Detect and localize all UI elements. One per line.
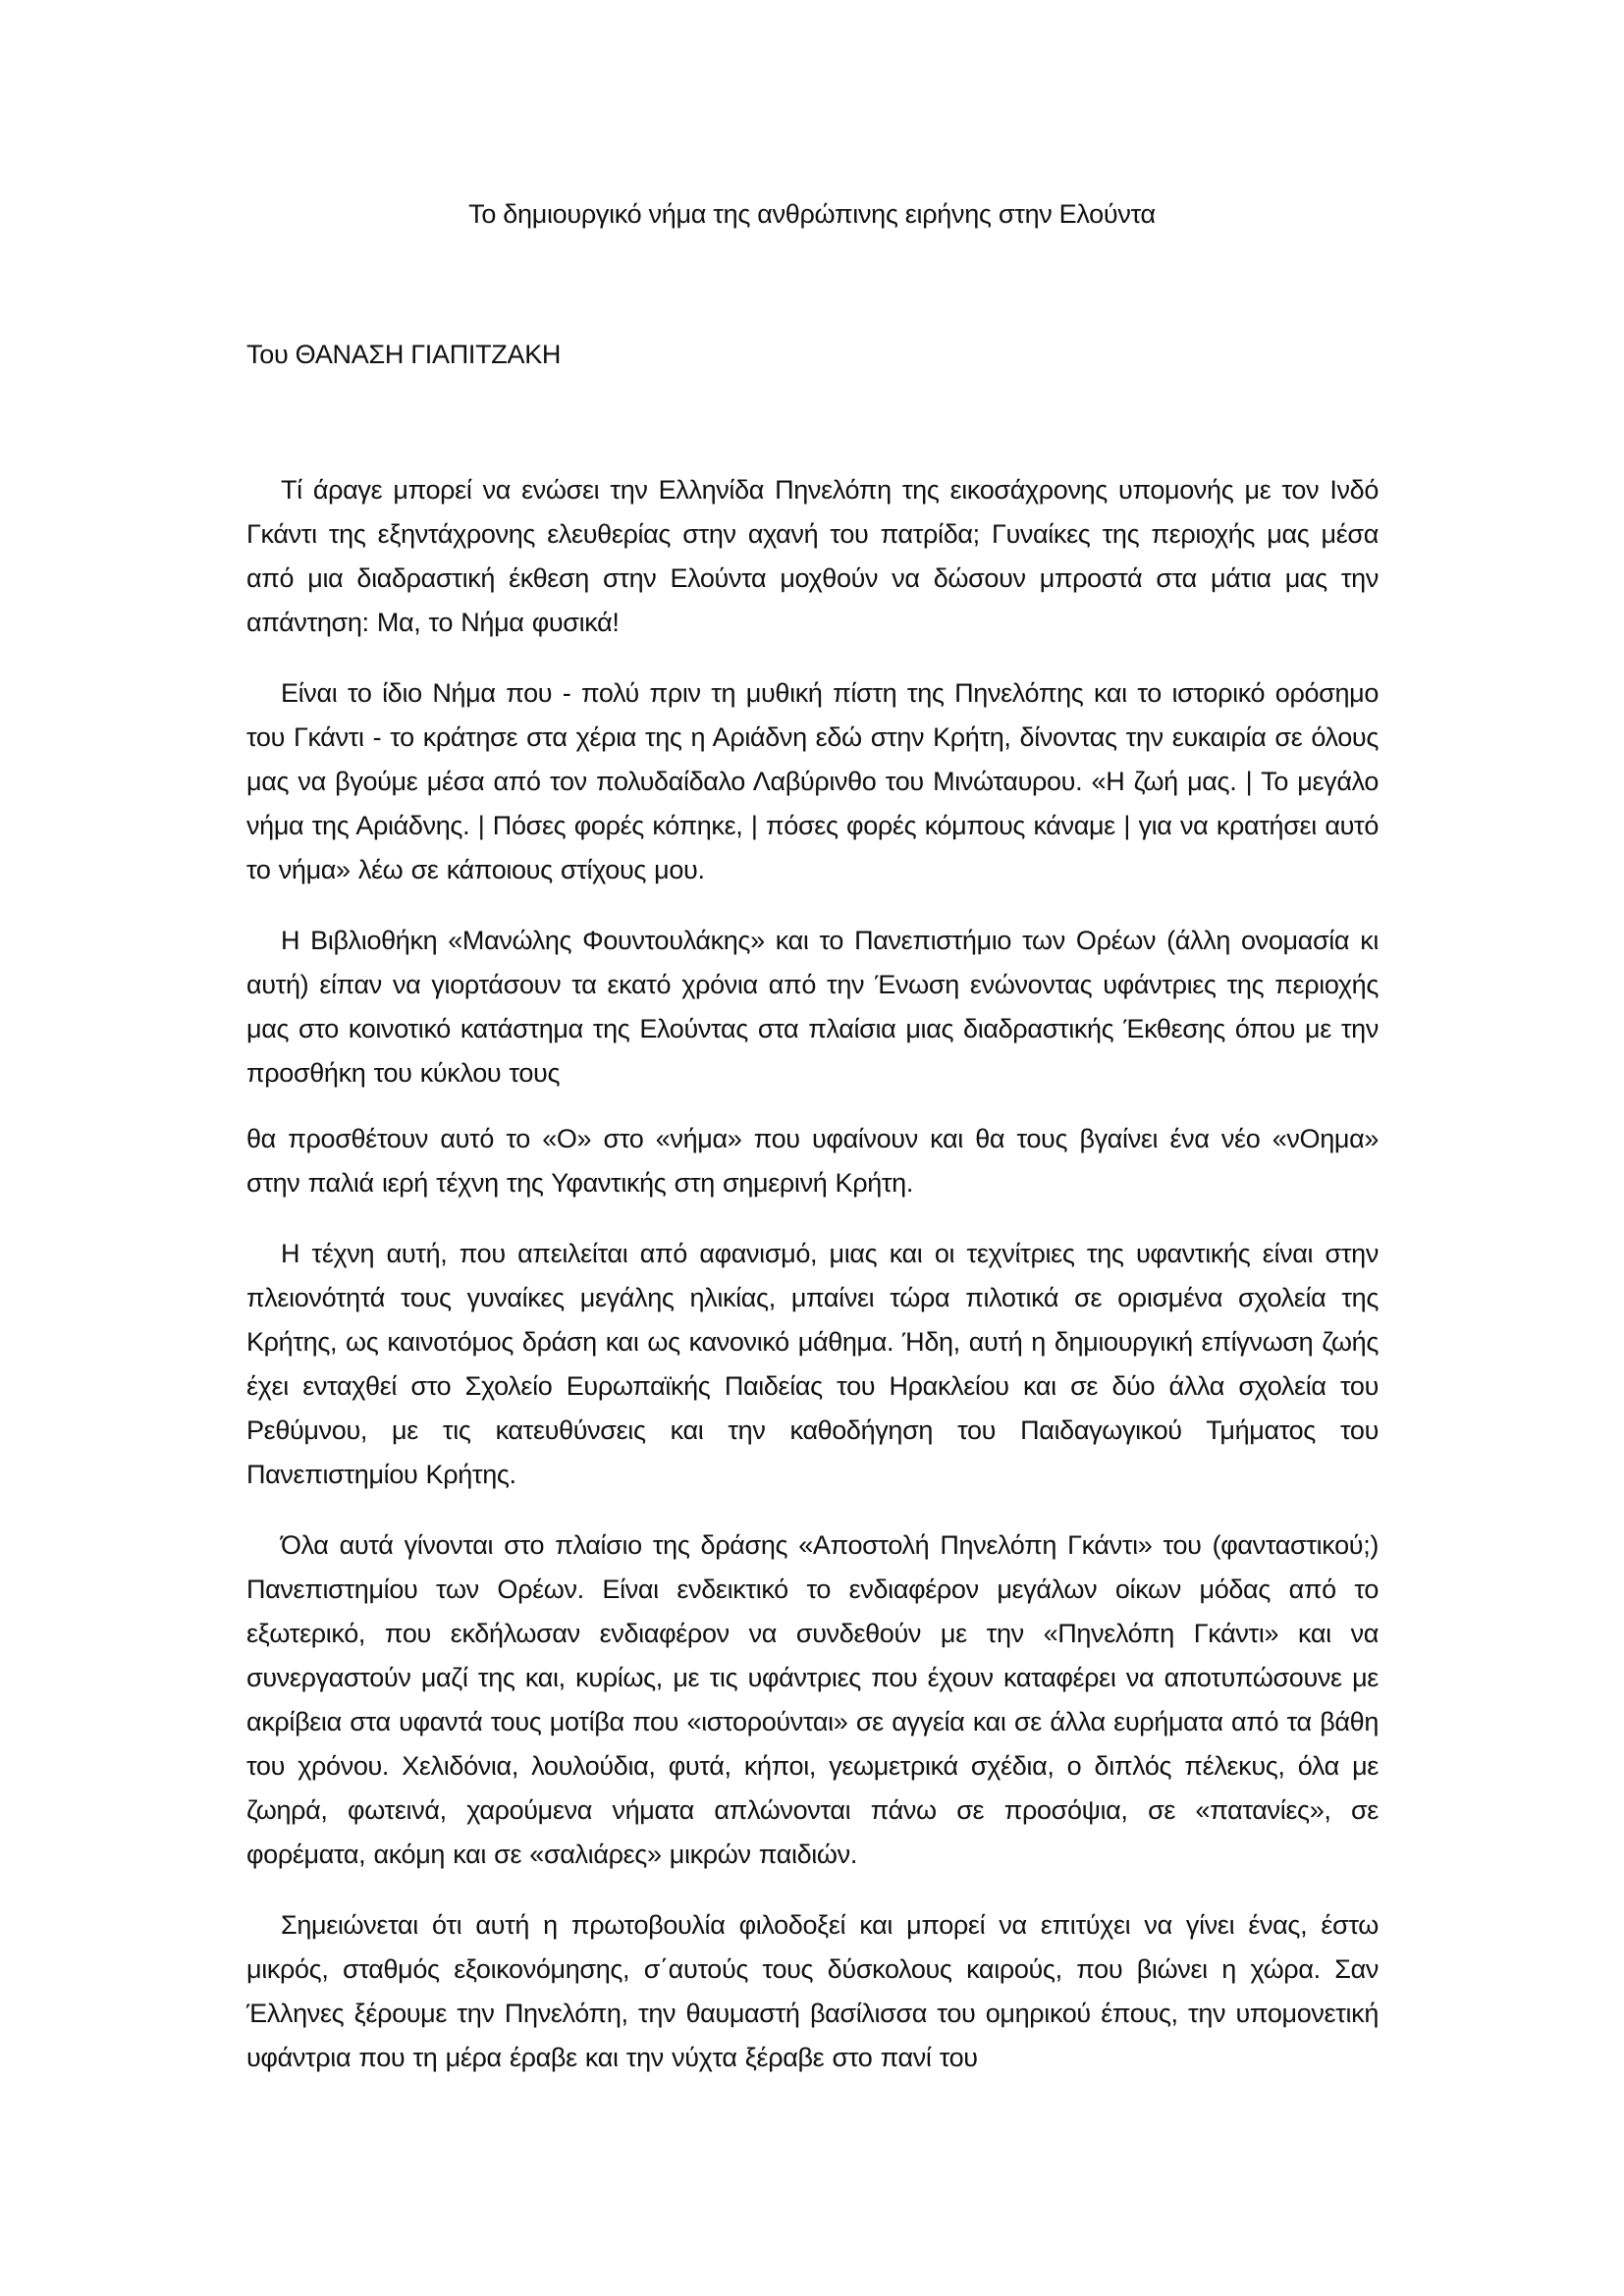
paragraph: θα προσθέτουν αυτό το «Ο» στο «νήμα» που υφαίνουν και θα τους βγαίνει ένα νέο «νΟημα» στην παλιά ιερή τέχνη της Υφαντικής στη σημερινή Κρήτη. — [246, 1124, 1379, 1198]
document-title: Το δημιουργικό νήμα της ανθρώπινης ειρήνης στην Ελούντα — [468, 199, 1156, 229]
paragraph: Η Βιβλιοθήκη «Μανώλης Φουντουλάκης» και το Πανεπιστήμιο των Ορέων (άλλη ονομασία κι αυτή) είπαν να γιορτάσουν τα εκατό χρόνια από την Ένωση ενώνοντας υφάντριες της περιοχής μας στο κοινοτικό κατάστημα της Ελούντας στα πλαίσια μιας διαδραστικής Έκθεσης όπου με την προσθήκη του κύκλου τους — [246, 926, 1379, 1088]
article-body — [246, 468, 1379, 2107]
paragraph: Σημειώνεται ότι αυτή η πρωτοβουλία φιλοδοξεί και μπορεί να επιτύχει να γίνει ένας, έστω μικρός, σταθμός εξοικονόμησης, σ΄αυτούς τους δύσκολους καιρούς, που βιώνει η χώρα. Σαν Έλληνες ξέρουμε την Πηνελόπη, την θαυμαστή βασίλισσα του ομηρικού έπους, την υπομονετική υφάντρια που τη μέρα έραβε και την νύχτα ξέραβε στο πανί του — [246, 1910, 1379, 2072]
paragraph: Όλα αυτά γίνονται στο πλαίσιο της δράσης «Αποστολή Πηνελόπη Γκάντι» του (φανταστικού;) Πανεπιστημίου των Ορέων. Είναι ενδεικτικό το ενδιαφέρον μεγάλων οίκων μόδας από το εξωτερικό, που εκδήλωσαν ενδιαφέρον να συνδεθούν με την «Πηνελόπη Γκάντι» και να συνεργαστούν μαζί της και, κυρίως, με τις υφάντριες που έχουν καταφέρει να αποτυπώσουνε με ακρίβεια στα υφαντά τους μοτίβα που «ιστορούνται» σε αγγεία και σε άλλα ευρήματα από τα βάθη του χρόνου. Χελιδόνια, λουλούδια, φυτά, κήποι, γεωμετρικά σχέδια, ο διπλός πέλεκυς, όλα με ζωηρά, φωτεινά, χαρούμενα νήματα απλώνονται πάνω σε προσόψια, σε «πατανίες», σε φορέματα, ακόμη και σε «σαλιάρες» μικρών παιδιών. — [246, 1530, 1379, 1869]
author-byline: Του ΘΑΝΑΣΗ ΓΙΑΠΙΤΖΑΚΗ — [246, 340, 562, 369]
paragraph: Τί άραγε μπορεί να ενώσει την Ελληνίδα Πηνελόπη της εικοσάχρονης υπομονής με τον Ινδό Γκάντι της εξηντάχρονης ελευθερίας στην αχανή του πατρίδα; Γυναίκες της περιοχής μας μέσα από μια διαδραστική έκθεση στην Ελούντα μοχθούν να δώσουν μπροστά στα μάτια μας την απάντηση: Μα, το Νήμα φυσικά! — [246, 475, 1379, 637]
paragraph: Είναι το ίδιο Νήμα που - πολύ πριν τη μυθική πίστη της Πηνελόπης και το ιστορικό ορόσημο του Γκάντι - το κράτησε στα χέρια της η Αριάδνη εδώ στην Κρήτη, δίνοντας την ευκαιρία σε όλους μας να βγούμε μέσα από τον πολυδαίδαλο Λαβύρινθο του Μινώταυρου. «Η ζωή μας. | Το μεγάλο νήμα της Αριάδνης. | Πόσες φορές κόπηκε, | πόσες φορές κόμπους κάναμε | για να κρατήσει αυτό το νήμα» λέω σε κάποιους στίχους μου. — [246, 678, 1379, 884]
paragraph: Η τέχνη αυτή, που απειλείται από αφανισμό, μιας και οι τεχνίτριες της υφαντικής είναι στην πλειονότητά τους γυναίκες μεγάλης ηλικίας, μπαίνει τώρα πιλοτικά σε ορισμένα σχολεία της Κρήτης, ως καινοτόμος δράση και ως κανονικό μάθημα. Ήδη, αυτή η δημιουργική επίγνωση ζωής έχει ενταχθεί στο Σχολείο Ευρωπαϊκής Παιδείας του Ηρακλείου και σε δύο άλλα σχολεία του Ρεθύμνου, με τις κατευθύνσεις και την καθοδήγηση του Παιδαγωγικού Τμήματος του Πανεπιστημίου Κρήτης. — [246, 1239, 1379, 1489]
